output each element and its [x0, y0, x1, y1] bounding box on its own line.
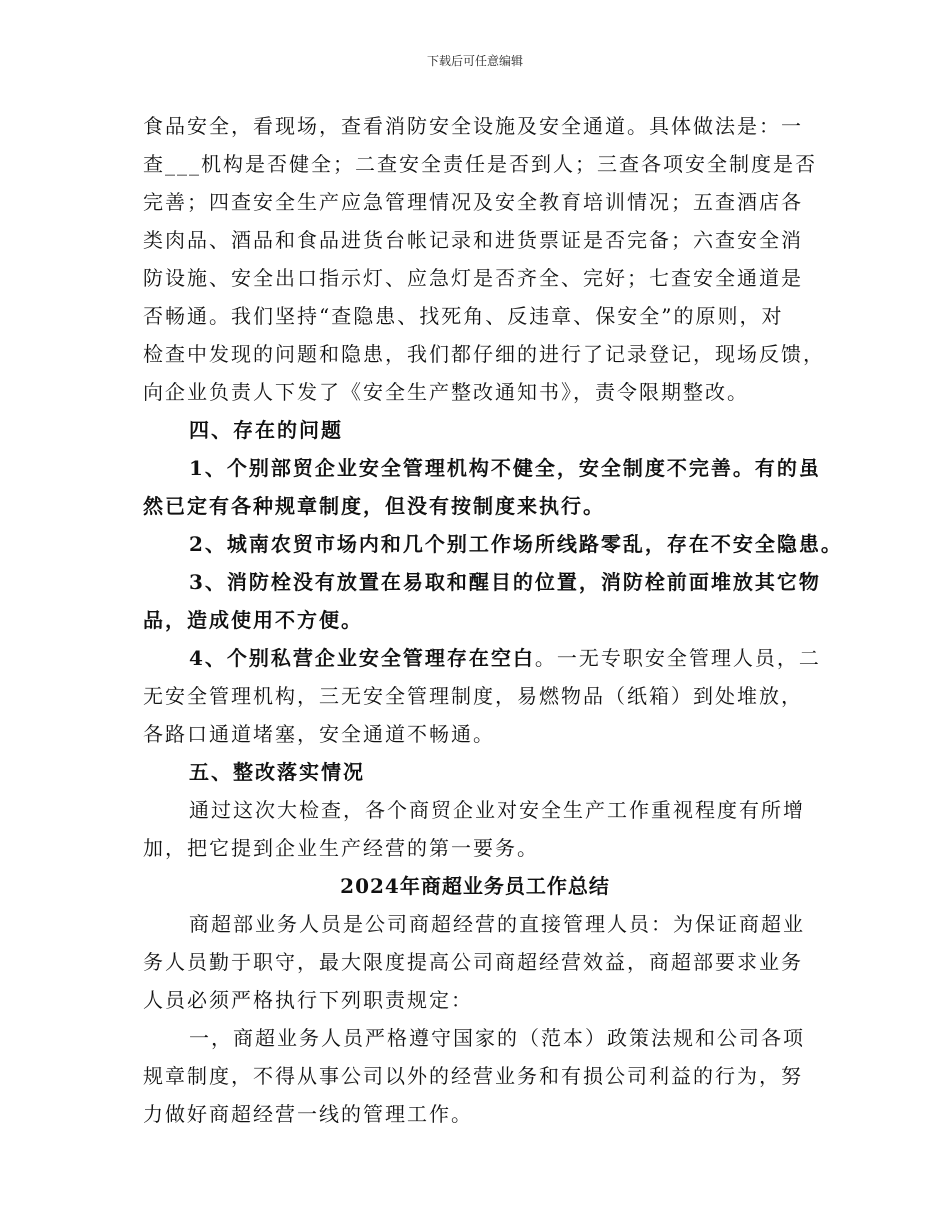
- paragraph-line: 力做好商超经营一线的管理工作。: [143, 1102, 473, 1126]
- problem-item-4-rest: 。一无专职安全管理人员，二: [534, 646, 821, 670]
- problem-item-3: 3、消防栓没有放置在易取和醒目的位置，消防栓前面堆放其它物: [189, 570, 821, 594]
- problem-item-4: [189, 644, 821, 672]
- body-line: 完善；四查安全生产应急管理情况及安全教育培训情况；五查酒店各: [143, 190, 803, 214]
- problem-item-4-cont: 无安全管理机构，三无安全管理制度，易燃物品（纸箱）到处堆放，: [143, 684, 803, 708]
- body-line: 否畅通。我们坚持“查隐患、找死角、反违章、保安全”的原则，对: [143, 304, 784, 328]
- body-line: 食品安全，看现场，查看消防安全设施及安全通道。具体做法是：一: [143, 114, 803, 138]
- page-header: 下载后可任意编辑: [426, 54, 523, 68]
- body-line: 查___机构是否健全；二查安全责任是否到人；三查各项安全制度是否: [143, 152, 817, 176]
- body-line: 防设施、安全出口指示灯、应急灯是否齐全、完好；七查安全通道是: [143, 266, 803, 290]
- paragraph-line: 商超部业务人员是公司商超经营的直接管理人员：为保证商超业: [189, 912, 805, 936]
- paragraph-line: 务人员勤于职守，最大限度提高公司商超经营效益，商超部要求业务: [143, 950, 803, 974]
- problem-item-2: 2、城南农贸市场内和几个别工作场所线路零乱，存在不安全隐患。: [189, 532, 843, 556]
- problem-item-4-cont: 各路口通道堵塞，安全通道不畅通。: [143, 722, 495, 746]
- problem-item-4-bold: 4、个别私营企业安全管理存在空白: [189, 646, 535, 670]
- problem-item-1-cont: 然已定有各种规章制度，但没有按制度来执行。: [143, 494, 605, 518]
- problem-item-3-cont: 品，造成使用不方便。: [143, 608, 363, 632]
- paragraph-line: 规章制度，不得从事公司以外的经营业务和有损公司利益的行为，努: [143, 1064, 803, 1088]
- section-heading-problems: 四、存在的问题: [189, 418, 343, 442]
- body-line: 向企业负责人下发了《安全生产整改通知书》，责令限期整改。: [143, 380, 749, 404]
- document-title: 2024年商超业务员工作总结: [340, 874, 610, 898]
- problem-item-1: 1、个别部贸企业安全管理机构不健全，安全制度不完善。有的虽: [189, 456, 821, 480]
- body-line: 检查中发现的问题和隐患，我们都仔细的进行了记录登记，现场反馈，: [143, 342, 825, 366]
- paragraph-line: 一，商超业务人员严格遵守国家的（范本）政策法规和公司各项: [189, 1026, 805, 1050]
- body-line: 类肉品、酒品和食品进货台帐记录和进货票证是否完备；六查安全消: [143, 228, 803, 252]
- section-heading-rectification: 五、整改落实情况: [189, 760, 365, 784]
- rectification-line: 加，把它提到企业生产经营的第一要务。: [143, 836, 539, 860]
- paragraph-line: 人员必须严格执行下列职责规定：: [143, 988, 473, 1012]
- rectification-line: 通过这次大检查，各个商贸企业对安全生产工作重视程度有所增: [189, 798, 805, 822]
